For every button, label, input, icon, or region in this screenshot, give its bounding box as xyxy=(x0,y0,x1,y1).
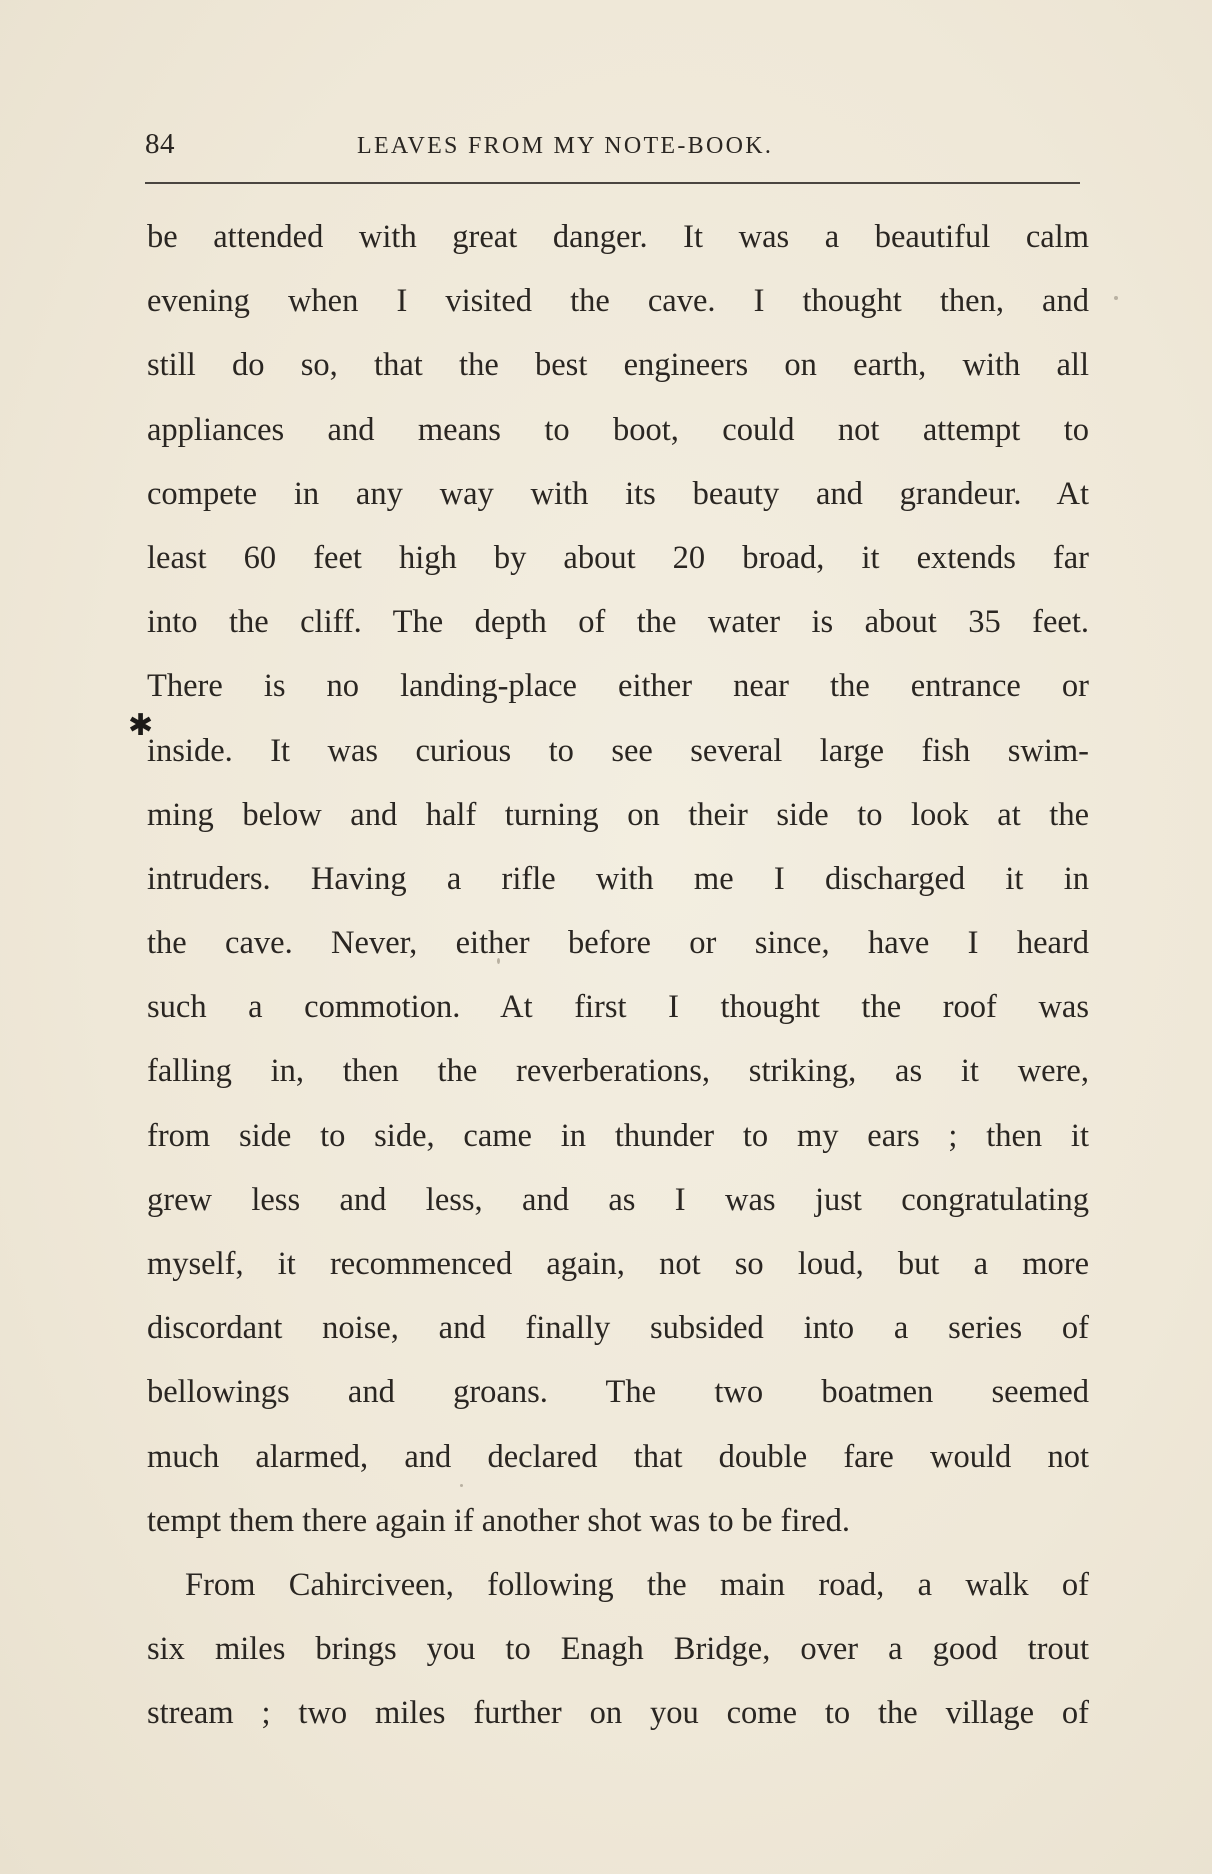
text-line: discordant noise, and finally subsided into a series of xyxy=(147,1310,1089,1347)
running-title: LEAVES FROM MY NOTE-BOOK. xyxy=(357,133,774,159)
running-head xyxy=(145,122,1080,166)
header-rule xyxy=(145,182,1080,184)
text-line: compete in any way with its beauty and grandeur. At xyxy=(147,475,1089,512)
text-line: grew less and less, and as I was just congratulating xyxy=(147,1181,1089,1218)
text-line: six miles brings you to Enagh Bridge, over a good trout xyxy=(147,1631,1089,1668)
paper-speck xyxy=(1114,296,1118,300)
ink-blot-mark: ✱ xyxy=(128,709,154,742)
text-line: ming below and half turning on their side to look at the xyxy=(147,796,1089,833)
text-line: appliances and means to boot, could not attempt to xyxy=(147,411,1089,448)
body-text xyxy=(147,205,1089,1746)
text-line: the cave. Never, either before or since, have I heard xyxy=(147,925,1089,962)
text-line: be attended with great danger. It was a beautiful calm xyxy=(147,219,1089,255)
page-number: 84 xyxy=(145,128,175,160)
text-line: bellowings and groans. The two boatmen seemed xyxy=(147,1374,1089,1411)
paragraph-end-line: tempt them there again if another shot was to be fired. xyxy=(147,1502,851,1539)
text-line: much alarmed, and declared that double fare would not xyxy=(147,1438,1089,1475)
text-line: There is no landing-place either near the entrance or xyxy=(147,668,1089,705)
text-line: such a commotion. At first I thought the roof was xyxy=(147,989,1089,1026)
text-line: still do so, that the best engineers on earth, with all xyxy=(147,347,1089,384)
text-line: falling in, then the reverberations, striking, as it were, xyxy=(147,1053,1089,1090)
text-line: intruders. Having a rifle with me I discharged it in xyxy=(147,860,1089,897)
text-line: inside. It was curious to see several large fish swim- xyxy=(147,732,1089,769)
text-line: myself, it recommenced again, not so loud, but a more xyxy=(147,1246,1089,1282)
text-line: stream ; two miles further on you come to the village of xyxy=(147,1695,1089,1732)
text-line: from side to side, came in thunder to my ears ; then it xyxy=(147,1117,1089,1154)
text-line: into the cliff. The depth of the water is about 35 feet. xyxy=(147,604,1089,641)
text-line: least 60 feet high by about 20 broad, it extends far xyxy=(147,539,1089,576)
paragraph-start-line: From Cahirciveen, following the main road, a walk of xyxy=(185,1566,1089,1603)
text-line: evening when I visited the cave. I thought then, and xyxy=(147,283,1089,320)
